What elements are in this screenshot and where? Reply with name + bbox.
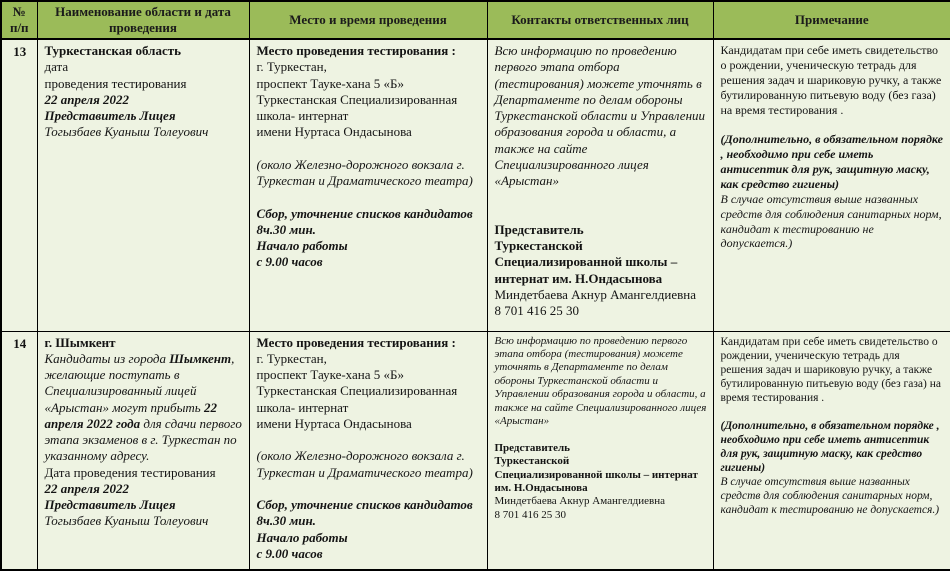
region-date-cell: г. Шымкент Кандидаты из города Шымкент, желающие поступать в Специализированный лицей «Арыстан» могут прибыть 22 апреля 2022 года для сдачи первого этапа экзаменов в г. Туркестан по указанному адресу. Дата проведения тестирования 22 апреля 2022 Представитель Лицея Тогызбаев Куаныш Толеуович: [37, 331, 249, 570]
header-row: [1, 1, 950, 39]
col-header-contacts: Контакты ответственных лиц: [487, 1, 713, 39]
contacts-cell: Всю информацию по проведению первого этапа отбора (тестирования) можете уточнять в Департаменте по делам обороны Туркестанской области и Управлении образования города и области, а также на сайте Специализированного лицея «Арыстан» Представитель Туркестанской Специализированной школы – интернат им. Н.Ондасынова Миндетбаева Акнур Амангелдиевна 8 701 416 25 30: [487, 331, 713, 570]
place-time-cell: Место проведения тестирования : г. Туркестан, проспект Тауке-хана 5 «Б» Туркестанская Специализированная школа- интернат имени Нуртаса Ондасынова (около Железно-дорожного вокзала г. Туркестан и Драматического театра) Сбор, уточнение списков кандидатов 8ч.30 мин. Начало работы с 9.00 часов: [249, 39, 487, 331]
col-header-note: Примечание: [713, 1, 950, 39]
row-number: 13: [1, 39, 37, 331]
col-header-number: № п/п: [1, 1, 37, 39]
table-row-13: [1, 39, 950, 331]
table-row-14: [1, 331, 950, 570]
table-body: [1, 39, 950, 570]
region-date-cell: Туркестанская область дата проведения тестирования 22 апреля 2022 Представитель Лицея Тогызбаев Куаныш Толеуович: [37, 39, 249, 331]
note-cell: Кандидатам при себе иметь свидетельство о рождении, ученическую тетрадь для решения задач и шариковую ручку, а также бутилированную питьевую воду (без газа) на время тестирования . (Дополнительно, в обязательном порядке , необходимо при себе иметь антисептик для рук, защитную маску, как средство гигиены) В случае отсутствия выше названных средств для соблюдения санитарных норм, кандидат к тестированию не допускается.): [713, 39, 950, 331]
row-number: 14: [1, 331, 37, 570]
col-header-place-time: Место и время проведения: [249, 1, 487, 39]
note-cell: Кандидатам при себе иметь свидетельство о рождении, ученическую тетрадь для решения задач и шариковую ручку, а также бутилированную питьевую воду (без газа) на время тестирования . (Дополнительно, в обязательном порядке , необходимо при себе иметь антисептик для рук, защитную маску, как средство гигиены) В случае отсутствия выше названных средств для соблюдения санитарных норм, кандидат к тестированию не допускается.): [713, 331, 950, 570]
col-header-region-date: Наименование области и дата проведения: [37, 1, 249, 39]
place-time-cell: Место проведения тестирования : г. Туркестан, проспект Тауке-хана 5 «Б» Туркестанская Специализированная школа- интернат имени Нуртаса Ондасынова (около Железно-дорожного вокзала г. Туркестан и Драматического театра) Сбор, уточнение списков кандидатов 8ч.30 мин. Начало работы с 9.00 часов: [249, 331, 487, 570]
table-header: [1, 1, 950, 39]
contacts-cell: Всю информацию по проведению первого этапа отбора (тестирования) можете уточнять в Департаменте по делам обороны Туркестанской области и Управлении образования города и области, а также на сайте Специализированного лицея «Арыстан» Представитель Туркестанской Специализированной школы – интернат им. Н.Ондасынова Миндетбаева Акнур Амангелдиевна 8 701 416 25 30: [487, 39, 713, 331]
